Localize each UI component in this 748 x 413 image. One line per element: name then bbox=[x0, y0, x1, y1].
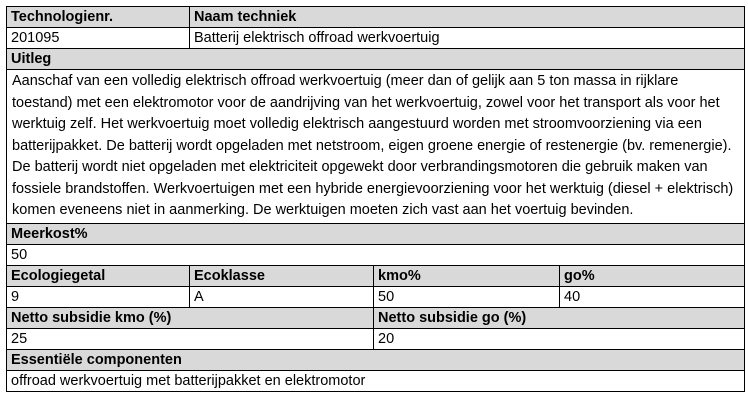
ecologiegetal-label: Ecologiegetal bbox=[7, 265, 190, 286]
kmo-label: kmo% bbox=[374, 265, 560, 286]
meerkost-value: 50 bbox=[7, 244, 745, 265]
componenten-header-row bbox=[7, 349, 745, 370]
meerkost-header-row bbox=[7, 223, 745, 244]
ecoklasse-label: Ecoklasse bbox=[190, 265, 374, 286]
meerkost-value-row bbox=[7, 244, 745, 265]
netto-kmo-value: 25 bbox=[7, 328, 374, 349]
uitleg-text: Aanschaf van een volledig elektrisch offroad werkvoertuig (meer dan of gelijk aan 5 ton massa in rijklare toestand) met een elektromotor voor de aandrijving van het werkvoertuig, zowel voor het transport als voor het werktuig zelf. Het werkvoertuig moet volledig elektrisch aangestuurd worden met stroomvoorziening via een batterijpakket. De batterij wordt opgeladen met netstroom, eigen groene energie of restenergie (bv. remenergie). De batterij wordt niet opgeladen met elektriciteit opgewekt door verbrandingsmotoren die gebruik maken van fossiele brandstoffen. Werkvoertuigen met een hybride energievoorziening voor het werktuig (diesel + elektrisch) komen eveneens niet in aanmerking. De werktuigen moeten zich vast aan het voertuig bevinden. bbox=[7, 70, 745, 224]
naam-techniek-value: Batterij elektrisch offroad werkvoertuig bbox=[190, 28, 745, 49]
netto-go-label: Netto subsidie go (%) bbox=[374, 307, 745, 328]
netto-value-row bbox=[7, 328, 745, 349]
technologienr-label: Technologienr. bbox=[7, 7, 190, 28]
uitleg-header-row bbox=[7, 49, 745, 70]
id-row bbox=[7, 28, 745, 49]
header-row bbox=[7, 7, 745, 28]
componenten-value-row bbox=[7, 370, 745, 391]
eco-value-row bbox=[7, 286, 745, 307]
technologienr-value: 201095 bbox=[7, 28, 190, 49]
ecoklasse-value: A bbox=[190, 286, 374, 307]
componenten-label: Essentiële componenten bbox=[7, 349, 745, 370]
meerkost-label: Meerkost% bbox=[7, 223, 745, 244]
naam-techniek-label: Naam techniek bbox=[190, 7, 745, 28]
kmo-value: 50 bbox=[374, 286, 560, 307]
netto-kmo-label: Netto subsidie kmo (%) bbox=[7, 307, 374, 328]
netto-header-row bbox=[7, 307, 745, 328]
netto-go-value: 20 bbox=[374, 328, 745, 349]
go-label: go% bbox=[560, 265, 745, 286]
uitleg-label: Uitleg bbox=[7, 49, 745, 70]
technology-table bbox=[6, 6, 745, 392]
technology-sheet bbox=[6, 6, 744, 392]
uitleg-text-row bbox=[7, 70, 745, 224]
ecologiegetal-value: 9 bbox=[7, 286, 190, 307]
go-value: 40 bbox=[560, 286, 745, 307]
eco-header-row bbox=[7, 265, 745, 286]
componenten-value: offroad werkvoertuig met batterijpakket en elektromotor bbox=[7, 370, 745, 391]
